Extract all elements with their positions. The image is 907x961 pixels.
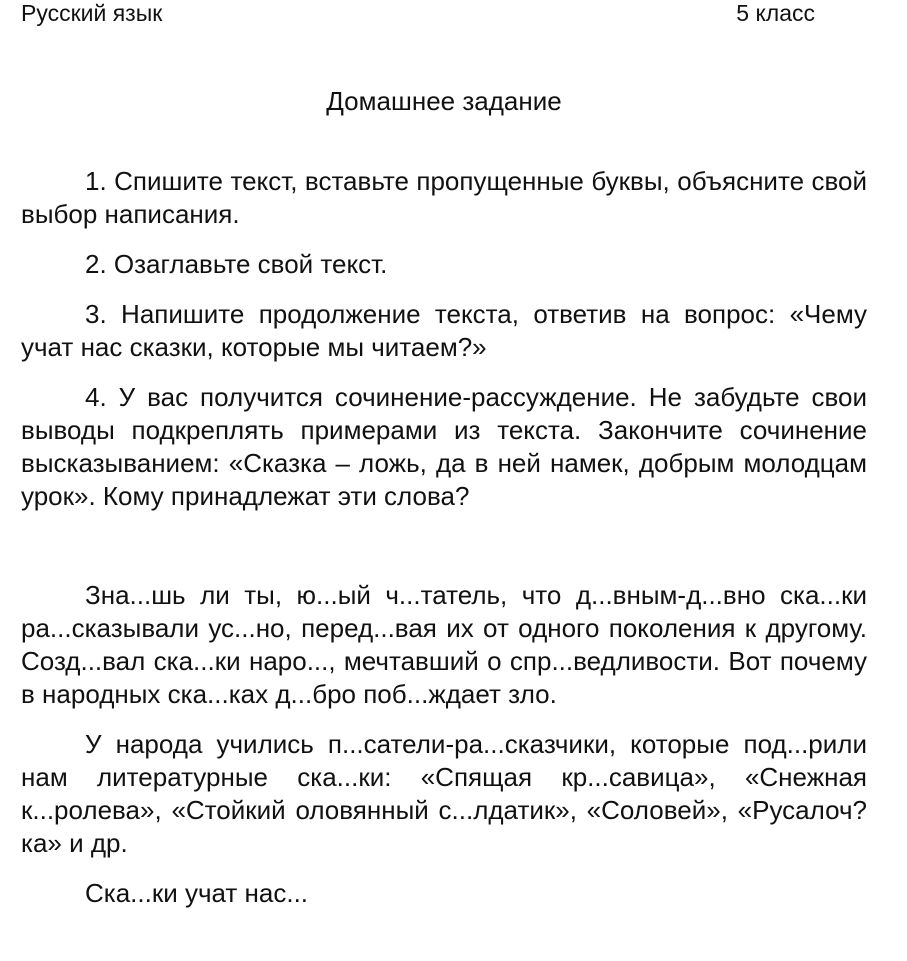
subject-label: Русский язык	[21, 0, 163, 26]
document-body	[21, 165, 867, 927]
task-1: 1. Спишите текст, вставьте пропущенные буквы, объясните свой выбор написания.	[21, 166, 867, 229]
section-gap	[21, 530, 867, 579]
task-2: 2. Озаглавьте свой текст.	[85, 249, 388, 279]
text-paragraph-1: Зна...шь ли ты, ю...ый ч...татель, что д...вным-д...вно ска...ки ра...сказывали ус...но, перед...вая их от одного поколения к другому. Созд...вал ска...ки наро..., мечтавший о спр...ведливости. Вот почему в народных ска...ках д...бро поб...ждает зло.	[21, 580, 867, 709]
text-paragraph-3: Ска...ки учат нас...	[85, 878, 309, 908]
page-title: Домашнее задание	[326, 86, 562, 116]
task-3: 3. Напишите продолжение текста, ответив на вопрос: «Чему учат нас сказки, которые мы читаем?»	[21, 299, 867, 362]
text-paragraph-2: У народа учились п...сатели-ра...сказчики, которые под...рили нам литературные ска...ки: «Спящая кр...савица», «Снежная к...ролева», «Стойкий оловянный с...лдатик», «Соловей», «Русалоч?ка» и др.	[21, 729, 867, 858]
page-header	[21, 0, 815, 30]
task-4: 4. У вас получится сочинение-рассуждение. Не забудьте свои выводы подкреплять примерами из текста. Закончите сочинение высказыванием: «Сказка – ложь, да в ней намек, добрым молодцам урок». Кому принадлежат эти слова?	[21, 382, 867, 511]
grade-label: 5 класс	[736, 0, 815, 26]
